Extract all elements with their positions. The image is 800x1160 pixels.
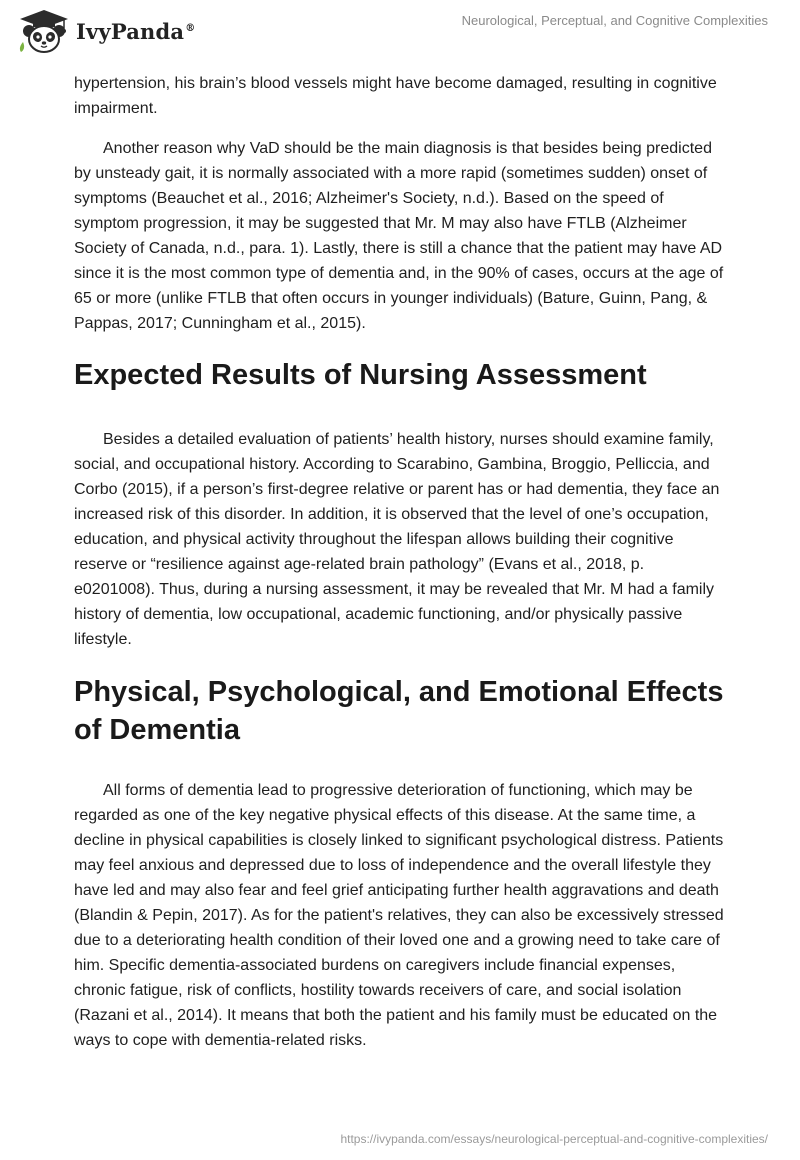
- section-heading-expected-results: Expected Results of Nursing Assessment: [74, 359, 647, 391]
- essay-body: [74, 71, 726, 1053]
- paragraph-effects: All forms of dementia lead to progressive deterioration of functioning, which may be regarded as one of the key negative physical effects of this disease. At the same time, a decline in physical capabilities is closely linked to significant psychological distress. Patients may feel anxious and depressed due to loss of independence and the overall lifestyle they have led and may also fear and feel grief anticipating further health aggravations and death (Blandin & Pepin, 2017). As for the patient's relatives, they can also be excessively stressed due to a deteriorating health condition of their loved one and a growing need to take care of him. Specific dementia-associated burdens on caregivers include financial expenses, chronic fatigue, risk of conflicts, hostility towards receivers of care, and social isolation (Razani et al., 2014). It means that both the patient and his family must be educated on the ways to cope with dementia-related risks.: [74, 782, 724, 1049]
- section-heading-effects: Physical, Psychological, and Emotional Effects of Dementia: [74, 676, 724, 746]
- running-title: Neurological, Perceptual, and Cognitive Complexities: [461, 13, 768, 28]
- paragraph-vad-diagnosis: Another reason why VaD should be the main diagnosis is that besides being predicted by unsteady gait, it is normally associated with a more rapid (sometimes sudden) onset of symptoms (Beauchet et al., 2016; Alzheimer's Society, n.d.). Based on the speed of symptom progression, it may be suggested that Mr. M may also have FTLB (Alzheimer Society of Canada, n.d., para. 1). Lastly, there is still a chance that the patient may have AD since it is the most common type of dementia and, in the 90% of cases, occurs at the age of 65 or more (unlike FTLB that often occurs in younger individuals) (Bature, Guinn, Pang, & Pappas, 2017; Cunningham et al., 2015).: [74, 140, 724, 332]
- source-url[interactable]: https://ivypanda.com/essays/neurological-perceptual-and-cognitive-complexities/: [340, 1132, 768, 1146]
- panda-graduate-icon: [16, 8, 72, 54]
- page-header: [0, 0, 800, 70]
- paragraph-expected-results: Besides a detailed evaluation of patients’ health history, nurses should examine family, social, and occupational history. According to Scarabino, Gambina, Broggio, Pelliccia, and Corbo (2015), if a person’s first-degree relative or parent has or had dementia, they face an increased risk of this disorder. In addition, it is observed that the level of one’s occupation, education, and physical activity throughout the lifespan allows building their cognitive reserve or “resilience against age-related brain pathology” (Evans et al., 2018, p. e0201008). Thus, during a nursing assessment, it may be revealed that Mr. M had a family history of dementia, low occupational, academic functioning, and/or physically passive lifestyle.: [74, 431, 720, 648]
- brand-name: IvyPanda®: [76, 18, 196, 44]
- paragraph-continuation: hypertension, his brain’s blood vessels might have become damaged, resulting in cognitive impairment.: [74, 75, 717, 117]
- ivypanda-logo[interactable]: [16, 8, 195, 54]
